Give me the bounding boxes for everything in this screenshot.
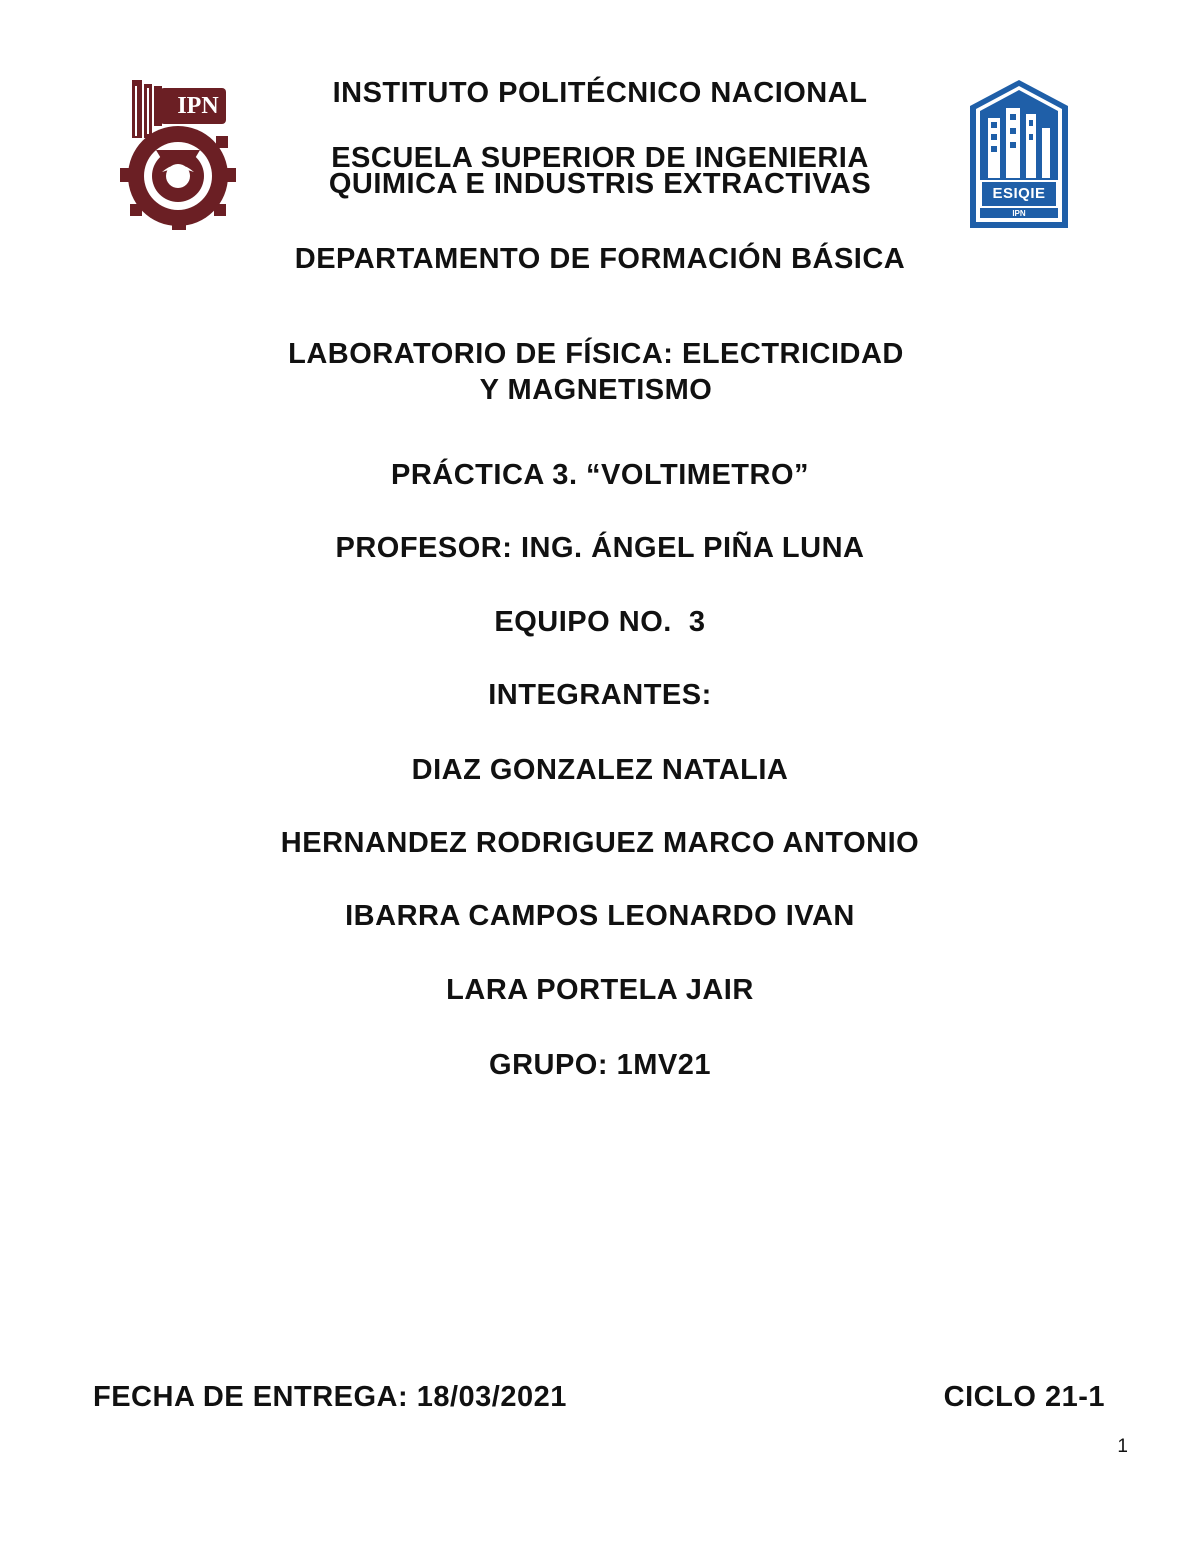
members-heading: INTEGRANTES: (488, 679, 712, 711)
delivery-date: FECHA DE ENTREGA: 18/03/2021 (93, 1381, 567, 1413)
team-number: EQUIPO NO. 3 (494, 606, 706, 638)
department-title: DEPARTAMENTO DE FORMACIÓN BÁSICA (294, 243, 906, 275)
laboratory-title-line-1: LABORATORIO DE FÍSICA: ELECTRICIDAD (288, 338, 904, 370)
member-name: HERNANDEZ RODRIGUEZ MARCO ANTONIO (280, 827, 920, 859)
school-name-line-2: QUIMICA E INDUSTRIS EXTRACTIVAS (328, 168, 872, 200)
practice-title: PRÁCTICA 3. “VOLTIMETRO” (391, 459, 809, 491)
school-name-line-1: ESCUELA SUPERIOR DE INGENIERIA (331, 142, 869, 174)
group-code: GRUPO: 1MV21 (489, 1049, 711, 1081)
professor-name: PROFESOR: ING. ÁNGEL PIÑA LUNA (335, 532, 865, 564)
school-cycle: CICLO 21-1 (943, 1381, 1105, 1413)
member-name: IBARRA CAMPOS LEONARDO IVAN (345, 900, 855, 932)
page-number: 1 (1117, 1436, 1128, 1457)
ipn-logo-text: IPN (177, 93, 219, 119)
institution-title: INSTITUTO POLITÉCNICO NACIONAL (332, 77, 868, 109)
member-name: LARA PORTELA JAIR (446, 974, 754, 1006)
member-name: DIAZ GONZALEZ NATALIA (411, 754, 789, 786)
laboratory-title-line-2: Y MAGNETISMO (479, 374, 713, 406)
esiqie-logo-text: ESIQIE (992, 185, 1046, 202)
esiqie-logo-subtext: IPN (1012, 209, 1026, 218)
